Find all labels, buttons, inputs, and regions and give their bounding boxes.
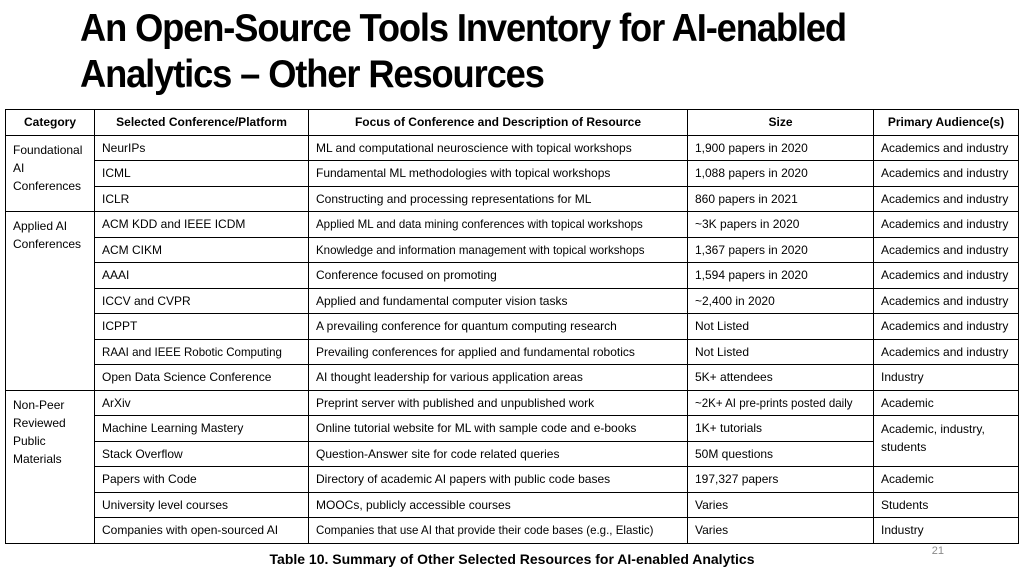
table-row: [6, 518, 1019, 544]
table-caption: Table 10. Summary of Other Selected Resources for AI-enabled Analytics: [269, 551, 755, 567]
slide-title: An Open-Source Tools Inventory for AI-enabled Analytics – Other Resources: [80, 7, 846, 96]
table-row: [6, 365, 1019, 391]
table-row: [6, 263, 1019, 289]
page-number: 21: [931, 545, 944, 557]
platform-cell: Stack Overflow: [95, 441, 309, 467]
focus-cell: Applied and fundamental computer vision tasks: [309, 288, 688, 314]
focus-text: Applied ML and data mining conferences with topical workshops: [316, 217, 643, 232]
audience-cell: Academics and industry: [874, 288, 1019, 314]
platform-cell: ICCV and CVPR: [95, 288, 309, 314]
platform-cell: University level courses: [95, 492, 309, 518]
focus-text: Knowledge and information management with topical workshops: [316, 242, 645, 257]
size-cell: Not Listed: [688, 339, 874, 365]
table-row: [6, 288, 1019, 314]
table-row: [6, 161, 1019, 187]
audience-cell: Academics and industry: [874, 212, 1019, 238]
table-header-row: [6, 110, 1019, 136]
focus-cell: Constructing and processing representations for ML: [309, 186, 688, 212]
size-text: ~2K+ AI pre-prints posted daily: [695, 395, 853, 410]
focus-cell: A prevailing conference for quantum computing research: [309, 314, 688, 340]
platform-cell: ICLR: [95, 186, 309, 212]
platform-text: RAAI and IEEE Robotic Computing: [102, 344, 282, 359]
size-cell: Varies: [688, 518, 874, 544]
table-row: [6, 186, 1019, 212]
resources-table: [5, 109, 1019, 544]
audience-cell: Academics and industry: [874, 161, 1019, 187]
size-cell: 1,088 papers in 2020: [688, 161, 874, 187]
size-cell: 1,367 papers in 2020: [688, 237, 874, 263]
audience-cell: Academic: [874, 390, 1019, 416]
table-row: [6, 492, 1019, 518]
audience-cell: Academics and industry: [874, 263, 1019, 289]
platform-cell: [95, 339, 309, 365]
table-row: [6, 441, 1019, 467]
size-cell: 197,327 papers: [688, 467, 874, 493]
table-row: [6, 314, 1019, 340]
table-row: [6, 467, 1019, 493]
focus-text: Companies that use AI that provide their code bases (e.g., Elastic): [316, 523, 654, 538]
audience-cell: Academic: [874, 467, 1019, 493]
audience-cell: Academics and industry: [874, 237, 1019, 263]
audience-cell: Students: [874, 492, 1019, 518]
audience-cell: Academics and industry: [874, 314, 1019, 340]
platform-cell: Open Data Science Conference: [95, 365, 309, 391]
focus-cell: Prevailing conferences for applied and fundamental robotics: [309, 339, 688, 365]
table-row: [6, 212, 1019, 238]
size-cell: [688, 390, 874, 416]
category-cell-foundational: Foundational AI Conferences: [6, 135, 95, 212]
audience-cell: Industry: [874, 365, 1019, 391]
focus-cell: Online tutorial website for ML with sample code and e-books: [309, 416, 688, 442]
platform-cell: ICML: [95, 161, 309, 187]
platform-cell: ICPPT: [95, 314, 309, 340]
audience-cell: Industry: [874, 518, 1019, 544]
audience-cell: Academics and industry: [874, 339, 1019, 365]
focus-cell: Preprint server with published and unpublished work: [309, 390, 688, 416]
audience-cell: Academics and industry: [874, 135, 1019, 161]
focus-cell: Question-Answer site for code related queries: [309, 441, 688, 467]
header-platform: Selected Conference/Platform: [95, 110, 309, 136]
platform-cell: Companies with open-sourced AI: [95, 518, 309, 544]
platform-cell: ArXiv: [95, 390, 309, 416]
focus-cell: [309, 212, 688, 238]
audience-cell: Academic, industry, students: [874, 416, 1019, 467]
focus-cell: [309, 518, 688, 544]
table-row: [6, 135, 1019, 161]
table-row: [6, 237, 1019, 263]
header-focus: Focus of Conference and Description of Resource: [309, 110, 688, 136]
platform-cell: Machine Learning Mastery: [95, 416, 309, 442]
focus-cell: Directory of academic AI papers with public code bases: [309, 467, 688, 493]
size-cell: ~3K papers in 2020: [688, 212, 874, 238]
focus-cell: Conference focused on promoting: [309, 263, 688, 289]
platform-cell: AAAI: [95, 263, 309, 289]
category-cell-nonpeer: Non-Peer Reviewed Public Materials: [6, 390, 95, 543]
focus-cell: ML and computational neuroscience with topical workshops: [309, 135, 688, 161]
platform-cell: ACM KDD and IEEE ICDM: [95, 212, 309, 238]
size-cell: ~2,400 in 2020: [688, 288, 874, 314]
table-row: [6, 416, 1019, 442]
audience-cell: Academics and industry: [874, 186, 1019, 212]
size-cell: 1,594 papers in 2020: [688, 263, 874, 289]
focus-cell: [309, 237, 688, 263]
header-audience: Primary Audience(s): [874, 110, 1019, 136]
header-category: Category: [6, 110, 95, 136]
platform-cell: Papers with Code: [95, 467, 309, 493]
category-cell-applied: Applied AI Conferences: [6, 212, 95, 391]
size-cell: 50M questions: [688, 441, 874, 467]
size-cell: 1K+ tutorials: [688, 416, 874, 442]
table-row: [6, 390, 1019, 416]
platform-cell: NeurIPs: [95, 135, 309, 161]
focus-cell: MOOCs, publicly accessible courses: [309, 492, 688, 518]
focus-cell: AI thought leadership for various application areas: [309, 365, 688, 391]
size-cell: 860 papers in 2021: [688, 186, 874, 212]
table-row: [6, 339, 1019, 365]
platform-cell: ACM CIKM: [95, 237, 309, 263]
size-cell: Varies: [688, 492, 874, 518]
size-cell: 5K+ attendees: [688, 365, 874, 391]
size-cell: Not Listed: [688, 314, 874, 340]
size-cell: 1,900 papers in 2020: [688, 135, 874, 161]
focus-cell: Fundamental ML methodologies with topical workshops: [309, 161, 688, 187]
header-size: Size: [688, 110, 874, 136]
